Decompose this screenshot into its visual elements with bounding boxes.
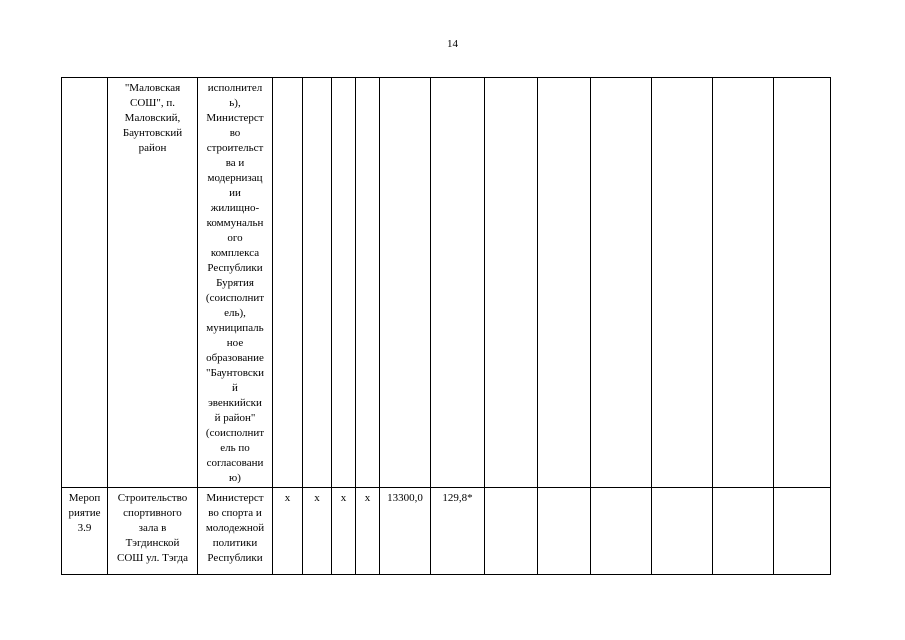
table-row	[62, 78, 831, 488]
measure-name-cell: Строительство спортивного зала в Тэгдинской СОШ ул. Тэгда	[108, 488, 198, 575]
amount-cell-2	[431, 78, 485, 488]
amount-cell-1: 13300,0	[380, 488, 431, 575]
code-cell-2: х	[303, 488, 332, 575]
table-row	[62, 488, 831, 575]
amount-cell-2: 129,8*	[431, 488, 485, 575]
measure-name-cell: "Маловская СОШ", п. Маловский, Баунтовский район	[108, 78, 198, 488]
amount-cell-7	[713, 78, 774, 488]
code-cell-3: х	[332, 488, 356, 575]
code-cell-2	[303, 78, 332, 488]
amount-cell-6	[652, 78, 713, 488]
amount-cell-1	[380, 78, 431, 488]
code-cell-1: х	[273, 488, 303, 575]
executor-cell: Министерст во спорта и молодежной политики Республики	[198, 488, 273, 575]
page-number: 14	[447, 38, 458, 50]
amount-cell-8	[774, 78, 831, 488]
program-table	[61, 77, 831, 575]
executor-cell: исполнител ь), Министерст во строительст ва и модернизац ии жилищно- коммунальн ого комплекса Республики Бурятия (соисполнит ель), муниципаль ное образование "Баунтовски й эвенкийски й район" (соисполнит ель по согласовани ю)	[198, 78, 273, 488]
measure-number-cell: Мероп риятие 3.9	[62, 488, 108, 575]
code-cell-4: х	[356, 488, 380, 575]
amount-cell-4	[538, 488, 591, 575]
code-cell-4	[356, 78, 380, 488]
amount-cell-8	[774, 488, 831, 575]
amount-cell-6	[652, 488, 713, 575]
amount-cell-3	[485, 78, 538, 488]
measure-number-cell	[62, 78, 108, 488]
amount-cell-3	[485, 488, 538, 575]
amount-cell-4	[538, 78, 591, 488]
code-cell-3	[332, 78, 356, 488]
amount-cell-7	[713, 488, 774, 575]
code-cell-1	[273, 78, 303, 488]
amount-cell-5	[591, 488, 652, 575]
amount-cell-5	[591, 78, 652, 488]
